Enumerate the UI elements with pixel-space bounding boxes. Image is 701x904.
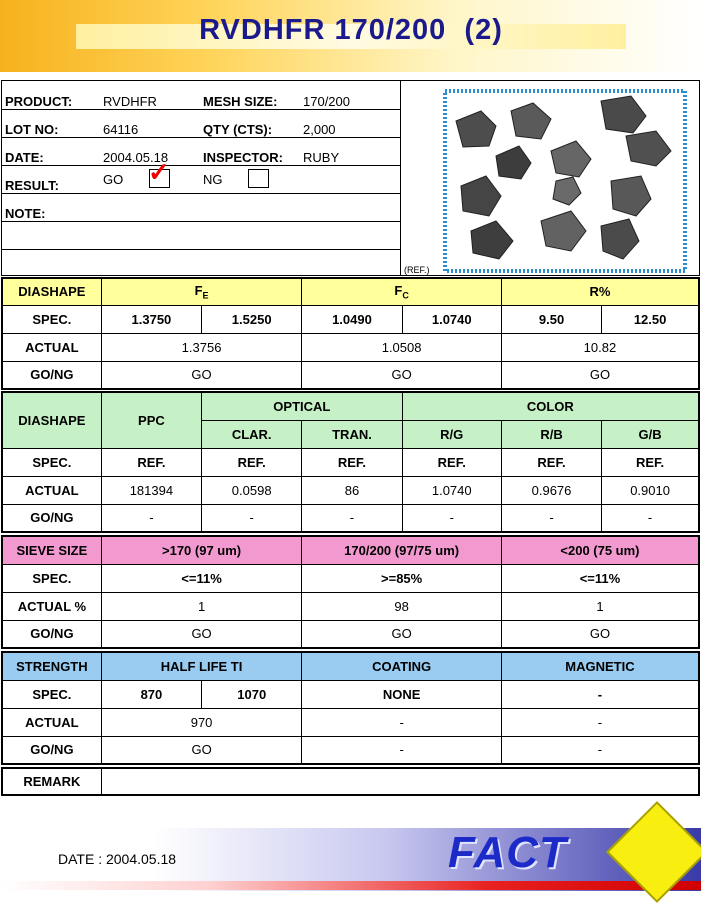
spec-value: - [501,680,699,708]
actual-value: 181394 [101,476,201,504]
inspector-label: INSPECTOR: [203,150,283,165]
note-label: NOTE: [5,206,46,221]
spec-value: REF. [202,448,302,476]
footer-red-stripe [0,881,701,890]
checkmark-icon: ✓ [148,157,170,187]
gong-value: - [402,504,501,532]
remark-label: REMARK [2,768,101,795]
diashape-table [1,277,700,390]
result-label: RESULT: [5,178,59,193]
spec-label: SPEC. [2,305,101,333]
row-divider [2,249,400,250]
footer-date: DATE : 2004.05.18 [58,851,177,867]
spec-value: 870 [101,680,201,708]
fact-logo: FACT [448,828,567,877]
actual-value: 970 [101,708,302,736]
product-label: PRODUCT: [5,94,73,109]
row-divider [2,221,400,222]
ng-label: NG [203,172,223,187]
half-life-header: HALF LIFE TI [101,652,302,680]
gong-value: - [101,504,201,532]
actual-value: 0.9676 [501,476,601,504]
rb-header: R/B [501,420,601,448]
gong-label: GO/NG [2,620,101,648]
gong-value: GO [101,620,302,648]
product-value: RVDHFR [103,94,157,109]
actual-value: 1 [501,592,699,620]
spec-value: 1.3750 [101,305,201,333]
spec-value: REF. [501,448,601,476]
rg-header: R/G [402,420,501,448]
gong-value: GO [101,736,302,764]
spec-value: 9.50 [501,305,601,333]
spec-label: SPEC. [2,564,101,592]
actual-value: 1.3756 [101,333,302,361]
actual-label: ACTUAL [2,708,101,736]
sieve-col-header: <200 (75 um) [501,536,699,564]
fc-header: $F_C$ [302,278,502,305]
spec-value: 1.0490 [302,305,402,333]
go-label: GO [103,172,124,187]
magnetic-header: MAGNETIC [501,652,699,680]
color-header: COLOR [402,392,699,420]
gong-value: - [501,736,699,764]
spec-value: REF. [602,448,699,476]
row-divider [2,165,400,166]
gong-value: GO [302,620,502,648]
row-divider [2,109,400,110]
actual-value: 1.0508 [302,333,502,361]
gong-value: - [302,736,502,764]
page-title: RVDHFR 170/200 (2) [199,14,503,46]
spec-value: 1070 [202,680,302,708]
spec-value: REF. [402,448,501,476]
r-percent-header: R% [501,278,699,305]
diashape-header: DIASHAPE [2,278,101,305]
gong-value: GO [501,361,699,389]
actual-value: 98 [302,592,502,620]
mesh-size-label: MESH SIZE: [203,94,278,109]
spec-value: <=11% [101,564,302,592]
sieve-size-header: SIEVE SIZE [2,536,101,564]
gb-header: G/B [602,420,699,448]
sieve-col-header: 170/200 (97/75 um) [302,536,502,564]
spec-value: 12.50 [602,305,699,333]
gong-label: GO/NG [2,736,101,764]
gong-value: - [202,504,302,532]
spec-value: 1.5250 [202,305,302,333]
qty-label: QTY (CTS): [203,122,273,137]
date-value: 2004.05.18 [103,150,169,165]
actual-value: 86 [302,476,402,504]
optical-color-table [1,391,700,533]
actual-label: ACTUAL % [2,592,101,620]
row-divider [2,137,400,138]
spec-label: SPEC. [2,680,101,708]
date-label: DATE: [5,150,44,165]
inspector-value: RUBY [303,150,340,165]
spec-value: REF. [101,448,201,476]
gong-value: GO [501,620,699,648]
mesh-size-value: 170/200 [303,94,350,109]
sieve-col-header: >170 (97 um) [101,536,302,564]
actual-label: ACTUAL [2,476,101,504]
gong-value: - [302,504,402,532]
spec-value: REF. [302,448,402,476]
diamond-sample-image [401,81,701,275]
spec-value: >=85% [302,564,502,592]
spec-value: <=11% [501,564,699,592]
ng-checkbox[interactable] [248,169,269,188]
fe-header: $F_E$ [101,278,302,305]
gong-value: GO [101,361,302,389]
actual-value: - [302,708,502,736]
ref-label: (REF.) [404,265,430,275]
gong-label: GO/NG [2,504,101,532]
actual-value: 0.9010 [602,476,699,504]
spec-value: NONE [302,680,502,708]
actual-value: 10.82 [501,333,699,361]
clar-header: CLAR. [202,420,302,448]
qty-value: 2,000 [303,122,336,137]
gong-label: GO/NG [2,361,101,389]
actual-value: 1.0740 [402,476,501,504]
actual-value: - [501,708,699,736]
spec-label: SPEC. [2,448,101,476]
diashape-header: DIASHAPE [2,392,101,448]
coating-header: COATING [302,652,502,680]
tran-header: TRAN. [302,420,402,448]
gong-value: - [501,504,601,532]
gong-value: - [602,504,699,532]
spec-value: 1.0740 [402,305,501,333]
lot-value: 64116 [103,122,139,137]
info-panel [1,80,700,276]
gong-value: GO [302,361,502,389]
reference-photo-cell [400,81,701,275]
remark-table [1,767,700,796]
row-divider [2,193,400,194]
lot-label: LOT NO: [5,122,59,137]
sieve-size-table [1,535,700,649]
actual-value: 1 [101,592,302,620]
remark-field[interactable] [101,768,699,795]
actual-value: 0.0598 [202,476,302,504]
strength-table [1,651,700,765]
ppc-header: PPC [101,392,201,448]
actual-label: ACTUAL [2,333,101,361]
optical-header: OPTICAL [202,392,403,420]
strength-header: STRENGTH [2,652,101,680]
